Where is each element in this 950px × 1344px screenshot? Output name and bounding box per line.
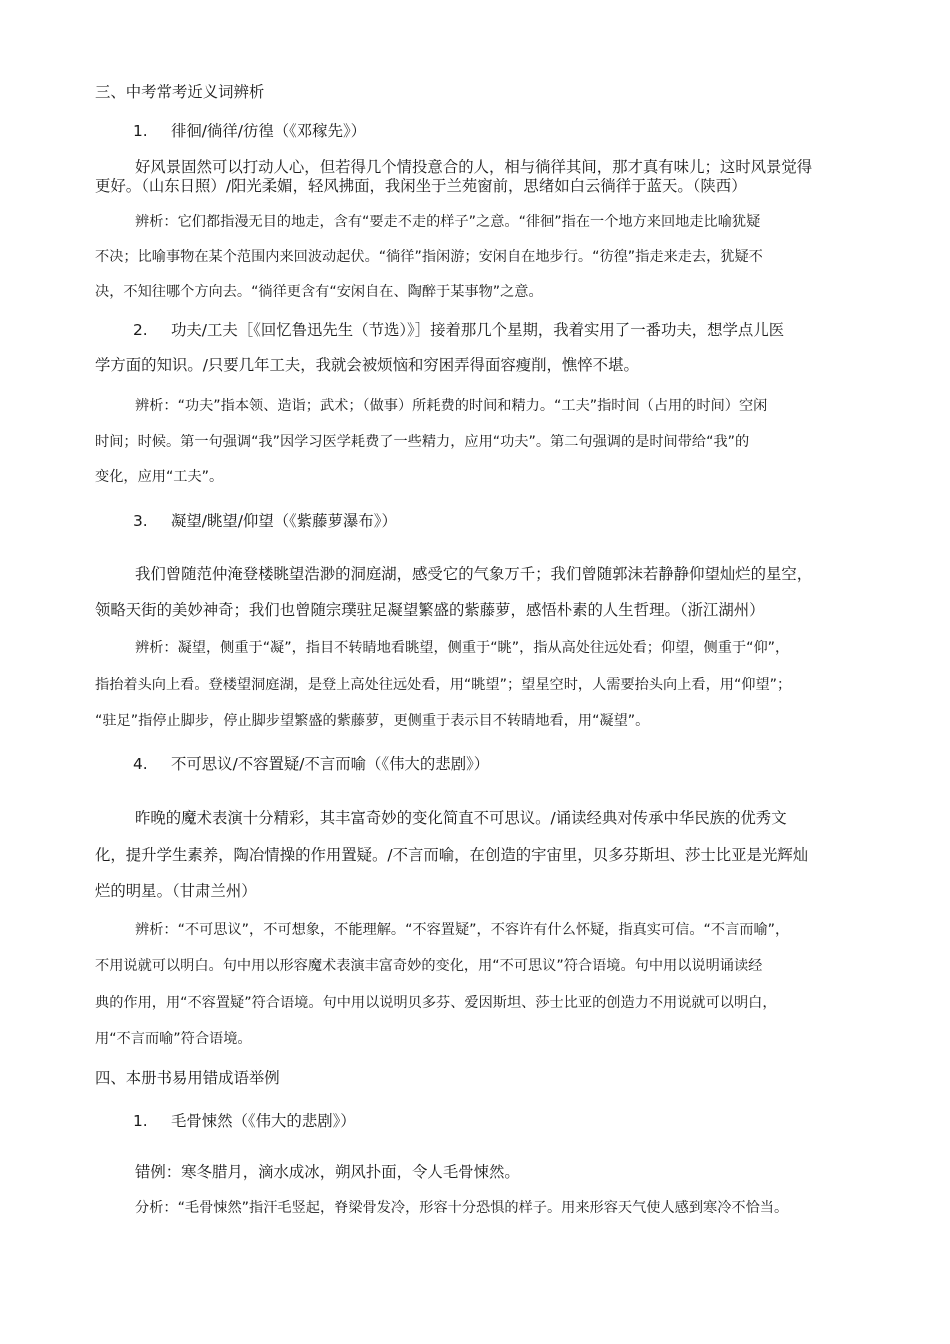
example-line: 化，提升学生素养，陶冶情操的作用置疑。/不言而喻，在创造的宇宙里，贝多芬斯坦、莎士比亚是光辉灿: [95, 846, 809, 864]
example-line: 领略天街的美妙神奇；我们也曾随宗璞驻足凝望繁盛的紫藤萝，感悟朴素的人生哲理。（浙江湖州）: [95, 601, 765, 619]
analysis-line: 用“不言而喻”符合语境。: [95, 1031, 252, 1047]
analysis-line: 分析：“毛骨悚然”指汗毛竖起，脊梁骨发冷，形容十分恐惧的样子。用来形容天气使人感到寒冷不恰当。: [135, 1200, 789, 1216]
analysis-line: 指抬着头向上看。登楼望洞庭湖，是登上高处往远处看，用“眺望”；望星空时，人需要抬头向上看，用“仰望”；: [95, 677, 792, 693]
analysis-line: “驻足”指停止脚步，停止脚步望繁盛的紫藤萝，更侧重于表示目不转睛地看，用“凝望”。: [95, 713, 650, 729]
item-title-text: 凝望/眺望/仰望（《紫藤萝瀑布》）: [171, 512, 397, 530]
analysis-line: 典的作用，用“不容置疑”符合语境。句中用以说明贝多芬、爱因斯坦、莎士比亚的创造力不用说就可以明白，: [95, 995, 777, 1011]
item-title-1: [133, 121, 950, 141]
item-title-3: [133, 511, 950, 531]
item-title-text: 功夫/工夫［《回忆鲁迅先生（节选）》］接着那几个星期，我着实用了一番功夫，想学点儿医: [171, 321, 785, 339]
analysis-line: 辨析：“不可思议”，不可想象，不能理解。“不容置疑”，不容许有什么怀疑，指真实可信。“不言而喻”，: [135, 922, 790, 938]
analysis-line: 时间；时候。第一句强调“我”因学习医学耗费了一些精力，应用“功夫”。第二句强调的是时间带给“我”的: [95, 434, 750, 450]
item-number: 2.: [133, 321, 148, 339]
analysis-line: 辨析：它们都指漫无目的地走，含有“要走不走的样子”之意。“徘徊”指在一个地方来回地走比喻犹疑: [135, 214, 761, 230]
section-heading-3: 三、中考常考近义词辨析: [95, 83, 265, 101]
analysis-line: 决，不知往哪个方向去。“徜徉更含有“安闲自在、陶醉于某事物”之意。: [95, 284, 543, 300]
analysis-line: 辨析：“功夫”指本领、造诣；武术；（做事）所耗费的时间和精力。“工夫”指时间（占用的时间）空闲: [135, 398, 768, 414]
item-title-2: [133, 320, 950, 340]
analysis-line: 辨析：凝望，侧重于“凝”，指目不转睛地看眺望，侧重于“眺”，指从高处往远处看；仰望，侧重于“仰”，: [135, 640, 790, 656]
analysis-line: 不用说就可以明白。句中用以形容魔术表演丰富奇妙的变化，用“不可思议”符合语境。句中用以说明诵读经: [95, 958, 763, 974]
item-title-text: 毛骨悚然（《伟大的悲剧》）: [171, 1112, 356, 1130]
item-number: 4.: [133, 755, 148, 773]
item-title-text: 徘徊/徜徉/彷徨（《邓稼先》）: [171, 122, 367, 140]
example-line: 错例：寒冬腊月，滴水成冰，朔风扑面，令人毛骨悚然。: [135, 1163, 520, 1181]
example-line: 昨晚的魔术表演十分精彩，其丰富奇妙的变化简直不可思议。/诵读经典对传承中华民族的优秀文: [135, 809, 787, 827]
item-title-continuation: 学方面的知识。/只要几年工夫，我就会被烦恼和穷困弄得面容瘦削，憔悴不堪。: [95, 356, 639, 374]
item-number: 3.: [133, 512, 148, 530]
example-line: 我们曾随范仲淹登楼眺望浩渺的洞庭湖，感受它的气象万千；我们曾随郭沫若静静仰望灿烂的星空，: [135, 565, 813, 583]
item-number: 1.: [133, 122, 148, 140]
item-title-idiom-1: [133, 1111, 950, 1131]
item-title-4: [133, 754, 950, 774]
analysis-line: 不决；比喻事物在某个范围内来回波动起伏。“徜徉”指闲游；安闲自在地步行。“彷徨”指走来走去，犹疑不: [95, 249, 763, 265]
example-line: 烂的明星。（甘肃兰州）: [95, 882, 257, 900]
item-title-text: 不可思议/不容置疑/不言而喻（《伟大的悲剧》）: [171, 755, 490, 773]
example-line: 好风景固然可以打动人心，但若得几个情投意合的人，相与徜徉其间，那才真有味儿；这时风景觉得: [135, 158, 813, 176]
item-number: 1.: [133, 1112, 148, 1130]
analysis-line: 变化，应用“工夫”。: [95, 469, 224, 485]
section-heading-4: 四、本册书易用错成语举例: [95, 1069, 280, 1087]
example-line: 更好。（山东日照）/阳光柔媚，轻风拂面，我闲坐于兰苑窗前，思绪如白云徜徉于蓝天。（陕西）: [95, 177, 747, 195]
